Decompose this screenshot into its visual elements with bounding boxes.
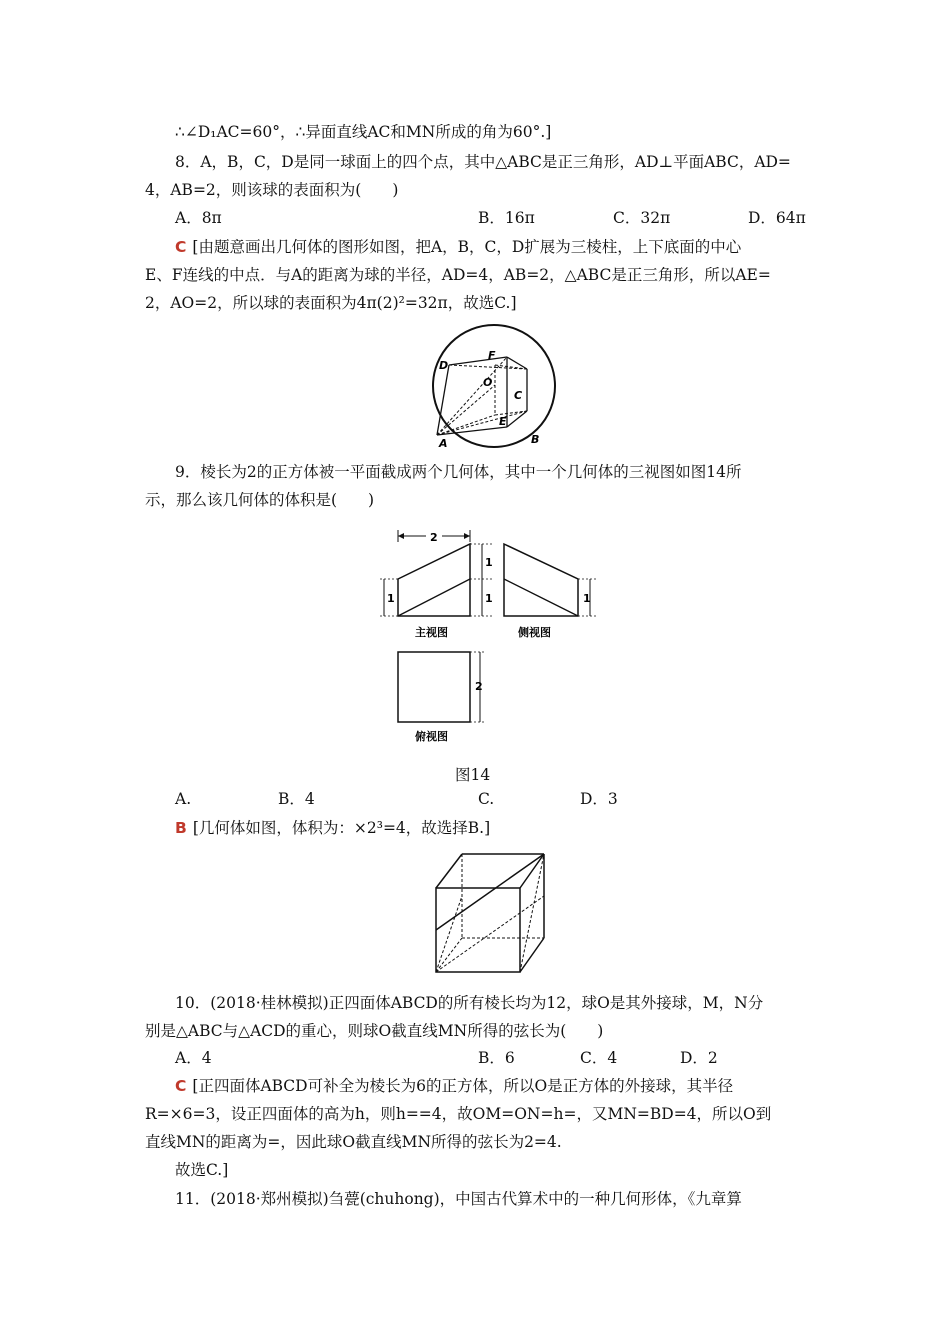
question-10-line-2: 别是△ABC与△ACD的重心，则球O截直线MN所得的弦长为( ) [145, 1022, 604, 1040]
answer-10-line-2: R=×6=3，设正四面体的高为h，则h==4，故OM=ON=h=，又MN=BD=4，所以O到 [145, 1105, 772, 1123]
answer-text: [由题意画出几何体的图形如图，把A，B，C，D扩展为三棱柱，上下底面的中心 [192, 238, 742, 256]
answer-letter: B [175, 819, 187, 837]
dim-top: 2 [430, 531, 438, 544]
option-b: B．16π [478, 209, 535, 227]
question-10-line-1: 10．(2018·桂林模拟)正四面体ABCD的所有棱长均为12，球O是其外接球，M，N分 [175, 994, 764, 1012]
label-b: B [531, 433, 540, 446]
dim-mid-2: 1 [485, 592, 493, 605]
option-b: B．6 [478, 1049, 515, 1067]
cube-figure [430, 850, 550, 975]
figure-caption: 图14 [455, 766, 491, 784]
front-view [380, 530, 494, 639]
option-c: C．4 [580, 1049, 618, 1067]
sphere-prism-figure [425, 323, 565, 453]
option-a: A. [175, 790, 192, 808]
top-view [398, 652, 486, 743]
answer-10-line-1 [175, 1076, 733, 1096]
answer-8-line-2: E、F连线的中点．与A的距离为球的半径，AD=4，AB=2，△ABC是正三角形，所以AE= [145, 266, 771, 284]
question-11-line-1: 11．(2018·郑州模拟)刍甍(chuhong)，中国古代算术中的一种几何形体，《九章算 [175, 1190, 742, 1208]
option-b: B．4 [278, 790, 315, 808]
answer-10-line-4: 故选C.] [175, 1161, 229, 1179]
answer-8-line-1 [175, 237, 741, 257]
question-9-line-2: 示，那么该几何体的体积是( ) [145, 491, 375, 509]
label-d: D [439, 359, 449, 372]
label-a: A [439, 437, 448, 450]
front-view-label: 主视图 [415, 626, 448, 639]
question-8-line-1: 8．A，B，C，D是同一球面上的四个点，其中△ABC是正三角形，AD⊥平面ABC，AD= [175, 153, 791, 171]
answer-10-line-3: 直线MN的距离为=，因此球O截直线MN所得的弦长为2=4. [145, 1133, 562, 1151]
option-d: D．64π [748, 209, 806, 227]
text-line: ∴∠D₁AC=60°，∴异面直线AC和MN所成的角为60°.] [175, 123, 552, 141]
answer-8-line-3: 2，AO=2，所以球的表面积为4π(2)²=32π，故选C.] [145, 294, 517, 312]
top-view-label: 俯视图 [415, 730, 448, 743]
three-view-figure [372, 524, 602, 749]
option-a: A．4 [175, 1049, 212, 1067]
dim-mid-1: 1 [485, 556, 493, 569]
answer-9-line [175, 818, 490, 838]
answer-text: [正四面体ABCD可补全为棱长为6的正方体，所以O是正方体的外接球，其半径 [192, 1077, 734, 1095]
question-8-line-2: 4，AB=2，则该球的表面积为( ) [145, 181, 399, 199]
dim-side-1: 1 [583, 592, 591, 605]
option-c: C. [478, 790, 495, 808]
answer-letter: C [175, 1077, 187, 1095]
option-c: C．32π [613, 209, 671, 227]
option-d: D．3 [580, 790, 618, 808]
dim-top-view: 2 [475, 680, 483, 693]
label-e: E [499, 415, 507, 428]
option-d: D．2 [680, 1049, 718, 1067]
dim-front-1: 1 [387, 592, 395, 605]
answer-text: [几何体如图，体积为：×2³=4，故选择B.] [192, 819, 491, 837]
option-a: A．8π [175, 209, 222, 227]
side-view [504, 544, 596, 639]
side-view-label: 侧视图 [518, 626, 551, 639]
label-c: C [514, 389, 523, 402]
answer-letter: C [175, 238, 187, 256]
label-o: O [483, 376, 493, 389]
label-f: F [488, 349, 496, 362]
question-9-line-1: 9．棱长为2的正方体被一平面截成两个几何体，其中一个几何体的三视图如图14所 [175, 463, 742, 481]
